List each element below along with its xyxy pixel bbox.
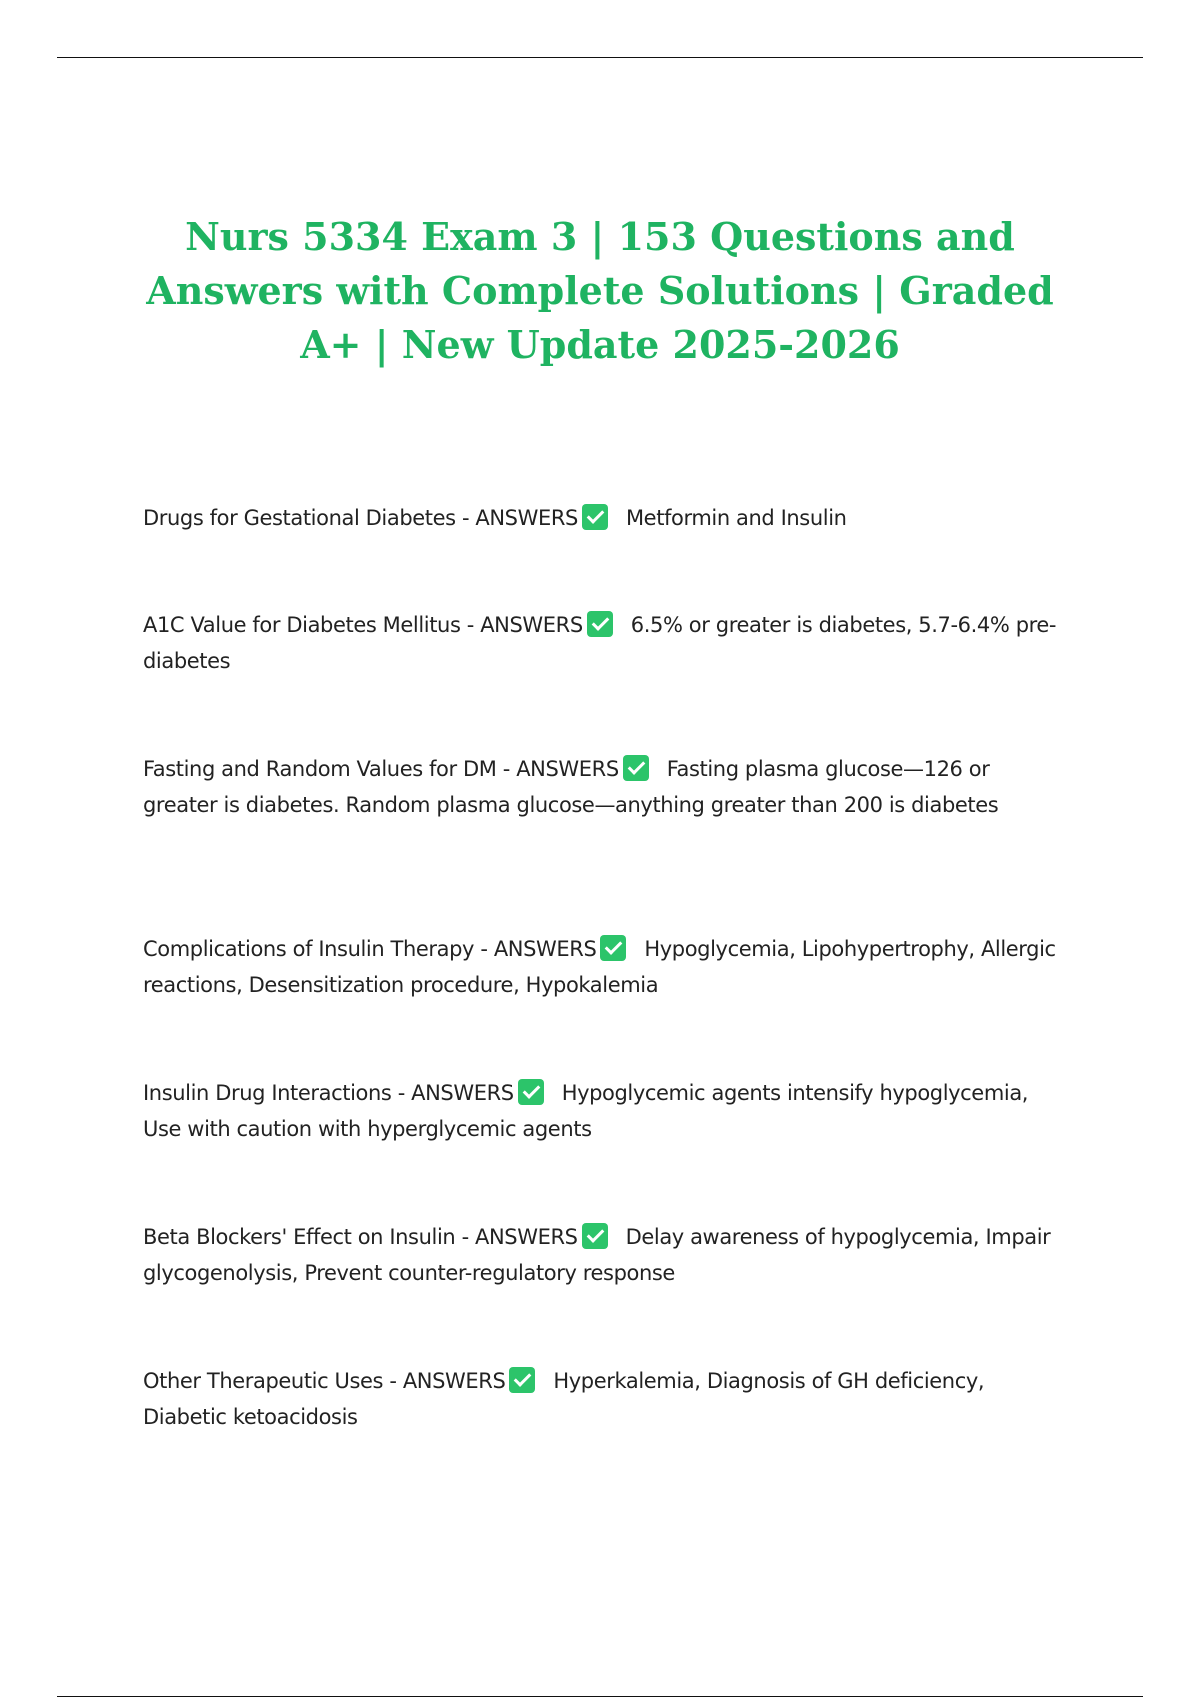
check-icon [582,504,608,530]
qa-item [143,1363,1063,1435]
check-icon [600,935,626,961]
check-icon [518,1079,544,1105]
separator: - [502,757,517,781]
qa-item [143,1219,1063,1291]
answer-text: Metformin and Insulin [625,506,847,530]
question-text: Drugs for Gestational Diabetes [143,506,456,530]
question-text: Beta Blockers' Effect on Insulin [143,1225,456,1249]
question-text: Fasting and Random Values for DM [143,757,497,781]
separator: - [389,1369,403,1393]
question-text: A1C Value for Diabetes Mellitus [143,613,461,637]
answers-label: ANSWERS [516,757,619,781]
check-icon [587,611,613,637]
separator: - [480,937,494,961]
top-rule [57,57,1143,58]
answers-label: ANSWERS [475,1225,578,1249]
qa-item [143,751,1063,823]
answer-text: Fasting plasma glucose—126 or greater is diabetes. Random plasma glucose—anything greater than 200 is diabetes [143,757,999,817]
check-icon [509,1367,535,1393]
answer-text: Delay awareness of hypoglycemia, Impair glycogenolysis, Prevent counter-regulatory response [143,1225,1051,1285]
separator: - [397,1081,412,1105]
question-text: Other Therapeutic Uses [143,1369,384,1393]
answers-label: ANSWERS [480,613,583,637]
answers-label: ANSWERS [402,1369,506,1393]
answers-label: ANSWERS [475,506,578,530]
answer-text: 6.5% or greater is diabetes, 5.7-6.4% pre-diabetes [143,613,1057,673]
check-icon [623,755,649,781]
qa-item [143,500,1063,536]
answer-text: Hyperkalemia, Diagnosis of GH deficiency, Diabetic ketoacidosis [143,1369,985,1429]
check-icon [582,1223,608,1249]
answer-text: Hypoglycemic agents intensify hypoglycemia, Use with caution with hyperglycemic agents [143,1081,1029,1141]
separator: - [461,1225,476,1249]
question-text: Complications of Insulin Therapy [143,937,475,961]
bottom-rule [57,1696,1143,1697]
answer-text: Hypoglycemia, Lipohypertrophy, Allergic reactions, Desensitization procedure, Hypokalemia [143,937,1056,997]
answers-label: ANSWERS [411,1081,514,1105]
document-title: Nurs 5334 Exam 3 | 153 Questions and Answers with Complete Solutions | Graded A+ | New Update 2025-2026 [146,214,1054,367]
separator: - [466,613,481,637]
qa-item [143,931,1063,1003]
qa-item [143,1075,1063,1147]
separator: - [461,506,476,530]
answers-label: ANSWERS [493,937,597,961]
qa-item [143,607,1063,679]
question-text: Insulin Drug Interactions [143,1081,392,1105]
